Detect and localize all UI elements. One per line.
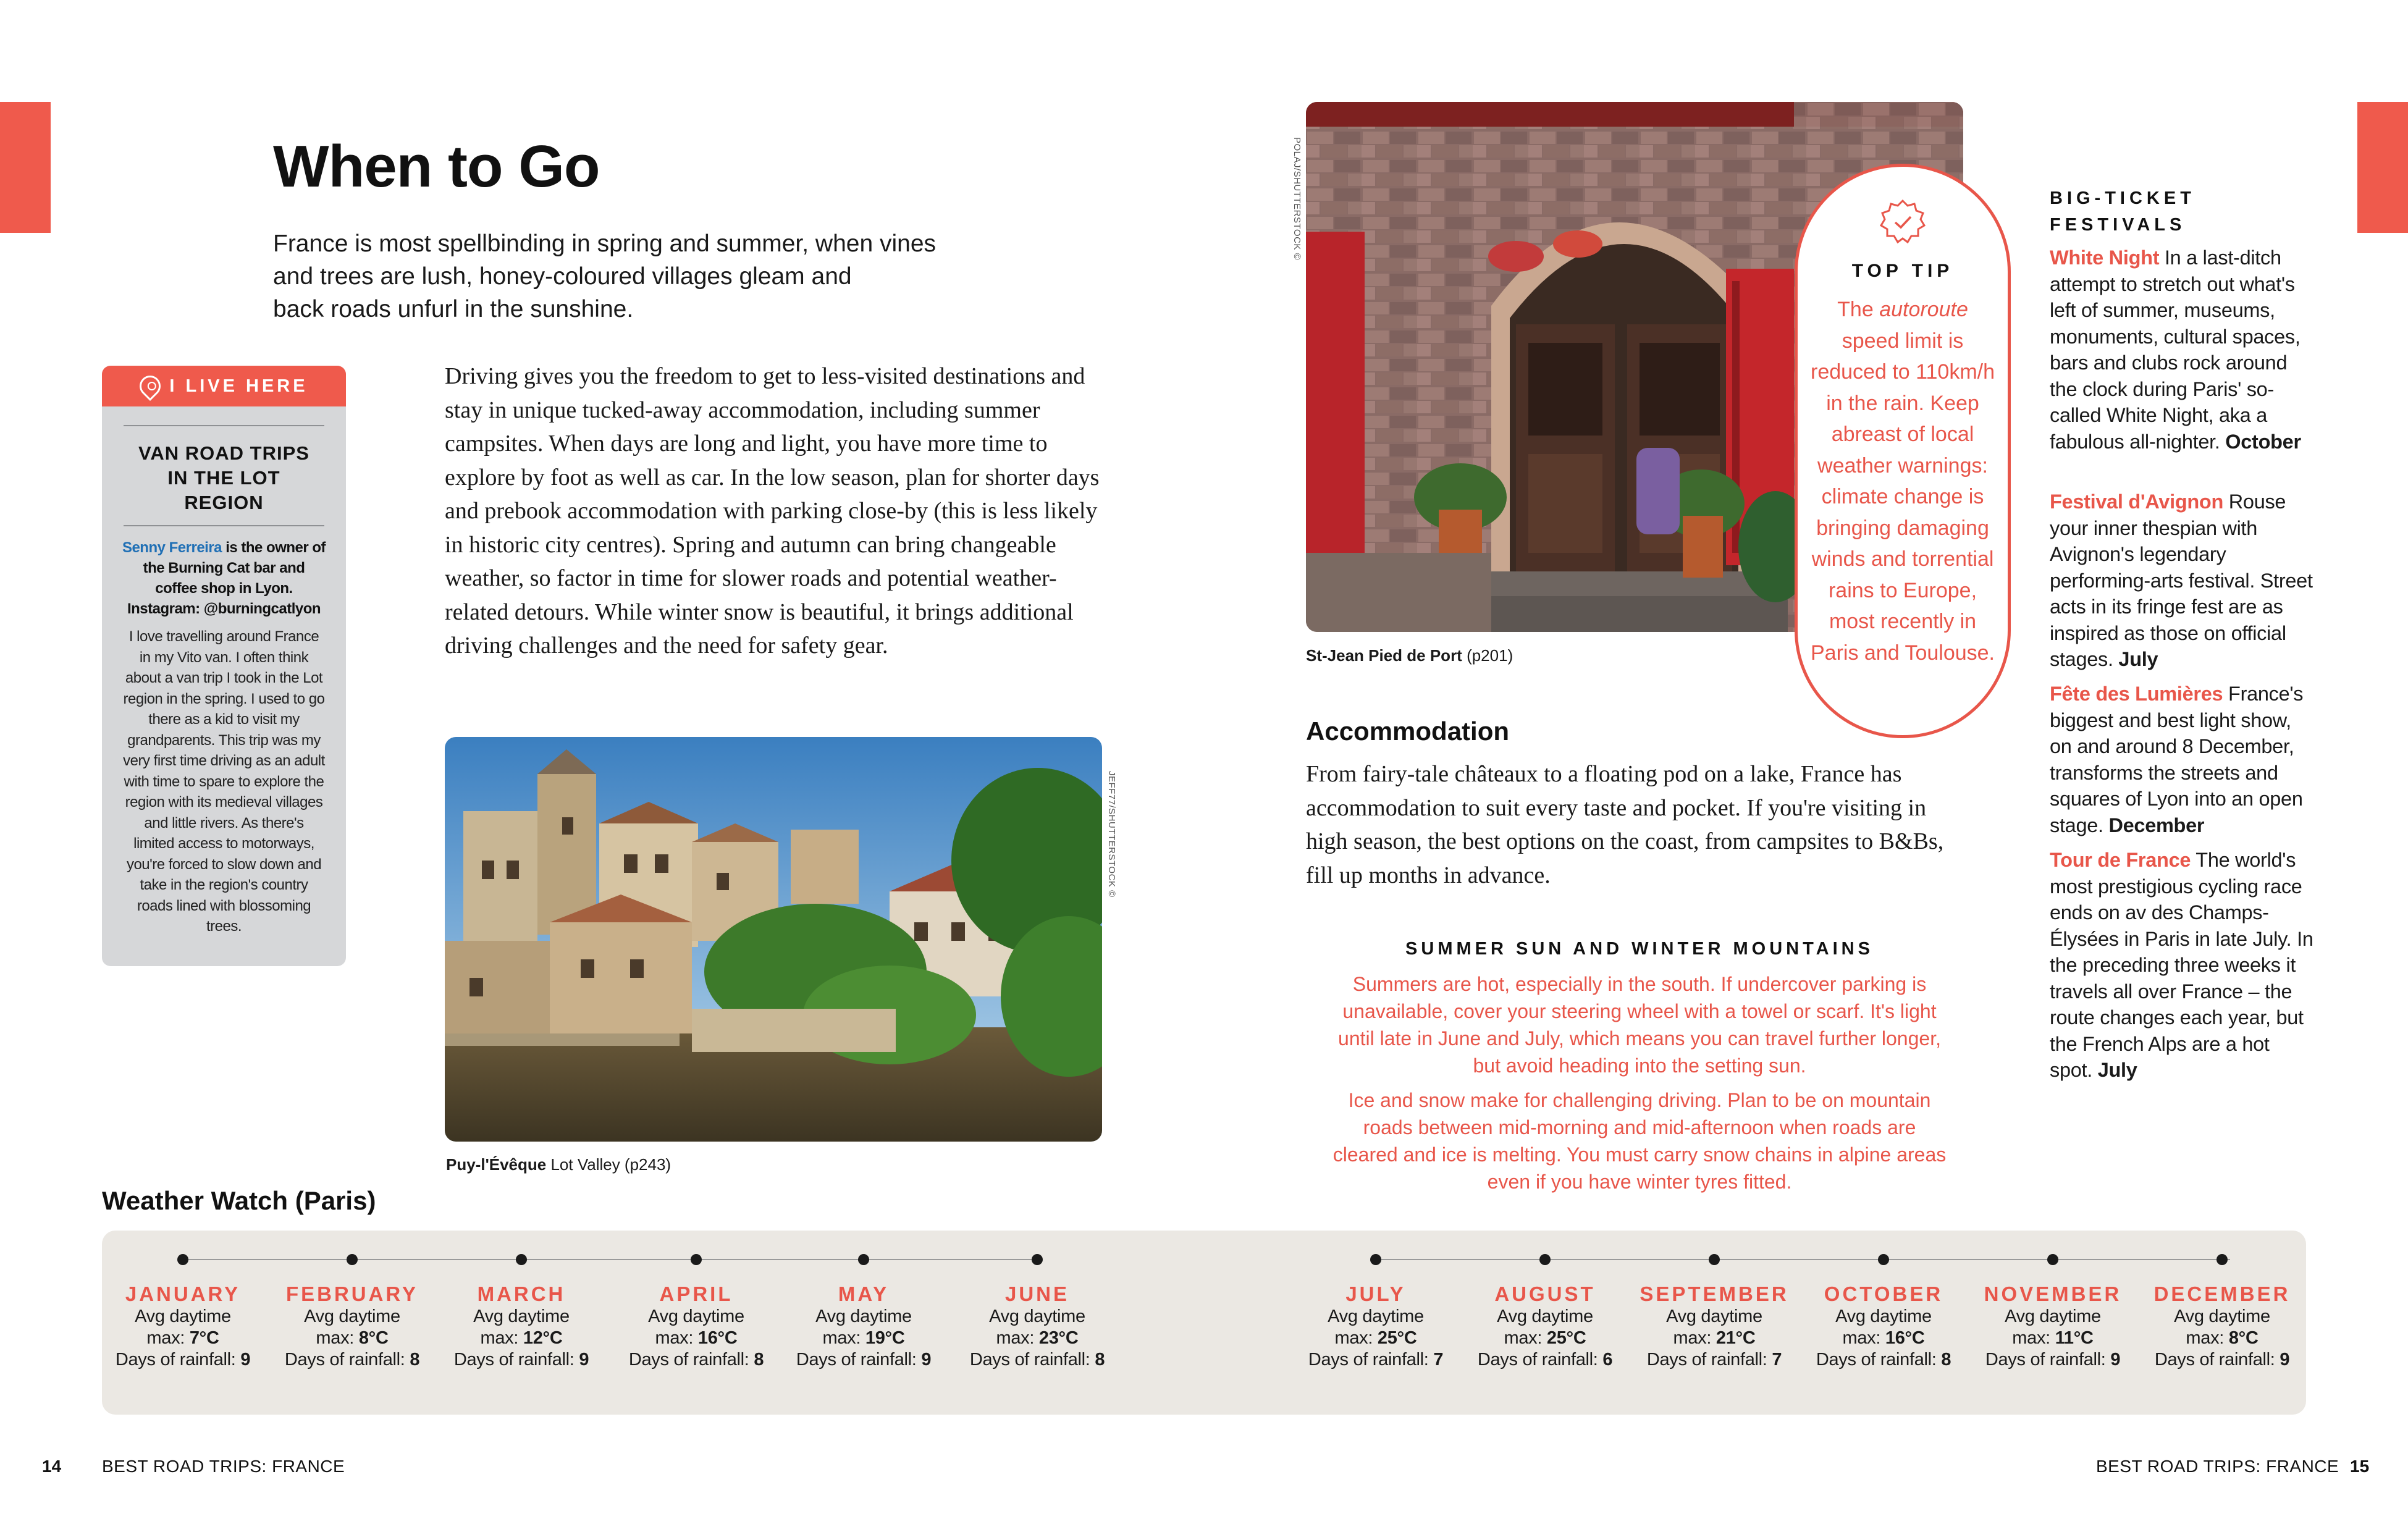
caption-place: St-Jean Pied de Port: [1306, 646, 1462, 665]
rain-label: Days of rainfall:: [628, 1350, 754, 1370]
weather-watch-title: Weather Watch (Paris): [102, 1186, 376, 1215]
max-value: 25°C: [1377, 1328, 1417, 1348]
weather-month: [2142, 1254, 2302, 1371]
i-live-here-label: I LIVE HERE: [169, 376, 308, 396]
weather-month: [1803, 1254, 1964, 1371]
tip-text-italic: autoroute: [1879, 298, 1968, 321]
festival-name: Festival d'Avignon: [2050, 490, 2224, 513]
timeline-dot: [2047, 1254, 2058, 1265]
max-value: 19°C: [865, 1328, 905, 1348]
festival-item: [2050, 489, 2315, 673]
rainfall: [1803, 1349, 1964, 1371]
festival-name: Tour de France: [2050, 849, 2191, 871]
rain-label: Days of rainfall:: [1646, 1350, 1772, 1370]
max-label: max:: [1504, 1328, 1547, 1348]
avg-daytime-label: Avg daytime: [304, 1307, 400, 1326]
avg-daytime-label: Avg daytime: [989, 1307, 1085, 1326]
accommodation-paragraph: From fairy-tale châteaux to a floating pod on a lake, France has accommodation to suit every taste and pocket. If you're visiting in high season, the best options on the coast, from campsites to B&Bs, fill up months in advance.: [1306, 761, 1944, 888]
month-name: NOVEMBER: [1984, 1282, 2122, 1305]
i-live-here-box: [102, 366, 346, 966]
max-temp: [957, 1328, 1118, 1349]
festivals-heading-line: FESTIVALS: [2050, 215, 2186, 235]
max-label: max:: [146, 1328, 190, 1348]
location-pin-icon: [135, 371, 165, 401]
timeline-dot: [347, 1254, 358, 1265]
weather-month: [1634, 1254, 1795, 1371]
author-description: is the owner of the Burning Cat bar and coffee shop in Lyon. Instagram: @burningcatlyon: [127, 539, 326, 617]
month-name: JANUARY: [125, 1282, 241, 1305]
avg-daytime-label: Avg daytime: [1666, 1307, 1762, 1326]
weather-month: [103, 1254, 263, 1371]
rainfall: [616, 1349, 777, 1371]
i-live-here-header: [102, 366, 346, 406]
weather-month: [1465, 1254, 1625, 1371]
running-head-right: BEST ROAD TRIPS: FRANCE: [2096, 1457, 2339, 1476]
summer-paragraph: Summers are hot, especially in the south. If undercover parking is unavailable, cover your steering wheel with a towel or scarf. It's light until late in June and July, which means you can travel further longer, but avoid heading into the setting sun.: [1338, 973, 1941, 1077]
village-photo: [445, 737, 1102, 1142]
caption-detail: (p201): [1462, 646, 1513, 665]
festival-text: Rouse your inner thespian with Avignon's legendary performing-arts festival. Street acts in its fringe fest are as inspired as those on official stages.: [2050, 490, 2313, 670]
rain-label: Days of rainfall:: [453, 1350, 579, 1370]
rainfall: [1634, 1349, 1795, 1371]
max-label: max:: [1334, 1328, 1378, 1348]
page-title: When to Go: [273, 133, 600, 200]
month-name: APRIL: [659, 1282, 733, 1305]
rain-label: Days of rainfall:: [796, 1350, 922, 1370]
max-temp: [441, 1328, 602, 1349]
rainfall: [783, 1349, 944, 1371]
timeline-dot: [516, 1254, 527, 1265]
summer-winter-heading: SUMMER SUN AND WINTER MOUNTAINS: [1405, 939, 1874, 959]
author-name: Senny Ferreira: [122, 539, 222, 556]
weather-month: [1295, 1254, 1456, 1371]
max-value: 25°C: [1546, 1328, 1586, 1348]
top-tip-box: [1795, 164, 2011, 738]
page-number-left: 14: [42, 1457, 62, 1476]
max-label: max:: [1673, 1328, 1716, 1348]
caption-detail: Lot Valley (p243): [546, 1155, 671, 1174]
rain-value: 7: [1772, 1350, 1782, 1370]
rain-value: 8: [1095, 1350, 1105, 1370]
body-paragraph: Driving gives you the freedom to get to less-visited destinations and stay in unique tucked-away accommodation, including summer campsites. When days are long and light, you have more time to explore by foot as well as car. In the low season, plan for shorter days and prebook accommodation with parking close-by (this is less likely in historic city centres). Spring and autumn can bring changeable weather, so factor in time for slower roads and potential weather-related detours. While winter snow is beautiful, it brings additional driving challenges and the need for safety gear.: [445, 363, 1100, 659]
festival-month: July: [2118, 648, 2158, 670]
festival-text: France's biggest and best light show, on and around 8 December, transforms the streets and squares of Lyon into an open stage.: [2050, 683, 2304, 836]
rainfall: [2142, 1349, 2302, 1371]
rainfall: [1295, 1349, 1456, 1371]
month-name: MAY: [838, 1282, 890, 1305]
rain-value: 9: [579, 1350, 589, 1370]
max-temp: [616, 1328, 777, 1349]
max-value: 16°C: [1885, 1328, 1925, 1348]
village-illustration: [445, 737, 1102, 1142]
tip-text-end: speed limit is reduced to 110km/h in the rain. Keep abreast of local weather warnings: climate change is bringing damaging winds and torrential rains to Europe, most recently in Paris and Toulouse.: [1810, 329, 1995, 665]
rainfall: [1465, 1349, 1625, 1371]
winter-paragraph: Ice and snow make for challenging driving. Plan to be on mountain roads between mid-morning and mid-afternoon when roads are cleared and ice is melting. You must carry snow chains in alpine areas even if you have winter tyres fitted.: [1332, 1089, 1947, 1193]
caption-place: Puy-l'Évêque: [446, 1155, 547, 1174]
i-live-here-heading: VAN ROAD TRIPS IN THE LOT REGION: [138, 442, 309, 513]
rainfall: [957, 1349, 1118, 1371]
rain-value: 9: [240, 1350, 251, 1370]
max-label: max:: [480, 1328, 523, 1348]
village-photo-credit: JEFF77/SHUTTERSTOCK ©: [1106, 771, 1117, 898]
month-name: DECEMBER: [2153, 1282, 2291, 1305]
weather-month: [272, 1254, 432, 1371]
rain-label: Days of rainfall:: [1477, 1350, 1603, 1370]
divider: [124, 425, 324, 426]
rain-value: 6: [1602, 1350, 1613, 1370]
rain-label: Days of rainfall:: [1985, 1350, 2111, 1370]
timeline-dot: [1539, 1254, 1551, 1265]
timeline-dot: [2216, 1254, 2228, 1265]
month-name: SEPTEMBER: [1640, 1282, 1789, 1305]
month-name: FEBRUARY: [285, 1282, 419, 1305]
rain-value: 9: [2110, 1350, 2121, 1370]
avg-daytime-label: Avg daytime: [1328, 1307, 1424, 1326]
accommodation-heading: Accommodation: [1306, 717, 1510, 746]
top-tip-text: [1809, 294, 1997, 668]
weather-month: [957, 1254, 1118, 1371]
max-value: 7°C: [189, 1328, 219, 1348]
weather-month: [1972, 1254, 2133, 1371]
festival-text: The world's most prestigious cycling race ends on av des Champs-Élysées in Paris in late July. In the preceding three weeks it travels all over France – the route changes each year, but the French Alps are a hot spot.: [2050, 849, 2313, 1081]
rainfall: [441, 1349, 602, 1371]
max-value: 23°C: [1038, 1328, 1079, 1348]
rainfall: [1972, 1349, 2133, 1371]
festival-item: [2050, 681, 2315, 838]
avg-daytime-label: Avg daytime: [1835, 1307, 1932, 1326]
timeline-dot: [858, 1254, 869, 1265]
intro-paragraph: [273, 227, 990, 326]
rain-value: 7: [1433, 1350, 1444, 1370]
village-photo-caption: [446, 1155, 671, 1174]
weather-month: [783, 1254, 944, 1371]
max-label: max:: [1842, 1328, 1885, 1348]
avg-daytime-label: Avg daytime: [2174, 1307, 2270, 1326]
festival-month: October: [2225, 430, 2301, 453]
festival-name: White Night: [2050, 246, 2160, 269]
max-temp: [1465, 1328, 1625, 1349]
max-label: max:: [2186, 1328, 2229, 1348]
avg-daytime-label: Avg daytime: [135, 1307, 231, 1326]
festival-item: [2050, 245, 2315, 455]
rain-label: Days of rainfall:: [115, 1350, 241, 1370]
avg-daytime-label: Avg daytime: [815, 1307, 912, 1326]
rain-value: 9: [2280, 1350, 2290, 1370]
weather-month: [441, 1254, 602, 1371]
month-name: MARCH: [477, 1282, 566, 1305]
author-credit: [120, 537, 327, 619]
timeline-dot: [1709, 1254, 1720, 1265]
rain-value: 8: [1941, 1350, 1951, 1370]
festival-item: [2050, 847, 2315, 1084]
rain-value: 9: [921, 1350, 932, 1370]
avg-daytime-label: Avg daytime: [2005, 1307, 2101, 1326]
month-name: JUNE: [1004, 1282, 1070, 1305]
avg-daytime-label: Avg daytime: [1497, 1307, 1593, 1326]
weather-month: [616, 1254, 777, 1371]
door-photo-caption: [1306, 646, 1513, 665]
festivals-heading: [2050, 185, 2235, 238]
max-label: max:: [822, 1328, 865, 1348]
rain-value: 8: [754, 1350, 764, 1370]
max-temp: [2142, 1328, 2302, 1349]
rain-label: Days of rainfall:: [1308, 1350, 1434, 1370]
tip-text-start: The: [1837, 298, 1880, 321]
max-label: max:: [2012, 1328, 2055, 1348]
max-temp: [272, 1328, 432, 1349]
max-temp: [1295, 1328, 1456, 1349]
max-temp: [1972, 1328, 2133, 1349]
max-label: max:: [316, 1328, 359, 1348]
divider: [124, 525, 324, 526]
intro-line: France is most spellbinding in spring and summer, when vines: [273, 230, 937, 257]
rain-label: Days of rainfall:: [284, 1350, 410, 1370]
max-value: 21°C: [1715, 1328, 1756, 1348]
max-label: max:: [655, 1328, 698, 1348]
max-temp: [783, 1328, 944, 1349]
rain-label: Days of rainfall:: [1816, 1350, 1942, 1370]
festival-name: Fête des Lumières: [2050, 683, 2223, 705]
festival-month: December: [2108, 814, 2205, 836]
right-edge-tab: [2357, 102, 2408, 233]
running-head-left: BEST ROAD TRIPS: FRANCE: [102, 1457, 345, 1476]
rain-label: Days of rainfall:: [969, 1350, 1095, 1370]
max-temp: [1803, 1328, 1964, 1349]
intro-line: back roads unfurl in the sunshine.: [273, 296, 634, 322]
rainfall: [272, 1349, 432, 1371]
month-name: AUGUST: [1494, 1282, 1596, 1305]
max-value: 16°C: [697, 1328, 738, 1348]
month-name: OCTOBER: [1824, 1282, 1943, 1305]
intro-line: and trees are lush, honey-coloured villages gleam and: [273, 263, 852, 290]
month-name: JULY: [1345, 1282, 1406, 1305]
timeline-dot: [1878, 1254, 1889, 1265]
festival-month: July: [2097, 1059, 2137, 1081]
festival-text: In a last-ditch attempt to stretch out what's left of summer, museums, monuments, cultural spaces, bars and clubs rock around the clock during Paris' so-called White Night, aka a fabulous all-nighter.: [2050, 246, 2301, 453]
max-temp: [103, 1328, 263, 1349]
max-value: 12°C: [523, 1328, 563, 1348]
author-quote: I love travelling around France in my Vito van. I often think about a van trip I took in the Lot region in the spring. I used to go there as a kid to visit my grandparents. This trip was my very first time driving as an adult with time to spare to explore the region with its medieval villages and little rivers. As there's limited access to motorways, you're forced to slow down and take in the region's country roads lined with blossoming trees.: [123, 628, 325, 935]
timeline-dot: [691, 1254, 702, 1265]
left-edge-tab: [0, 102, 51, 233]
rain-value: 8: [410, 1350, 420, 1370]
max-label: max:: [996, 1328, 1039, 1348]
timeline-dot: [177, 1254, 188, 1265]
festivals-heading-line: BIG-TICKET: [2050, 188, 2195, 208]
max-temp: [1634, 1328, 1795, 1349]
top-tip-label: TOP TIP: [1851, 261, 1954, 281]
timeline-dot: [1370, 1254, 1381, 1265]
max-value: 8°C: [358, 1328, 389, 1348]
timeline-dot: [1032, 1254, 1043, 1265]
door-photo-credit: POLAJ/SHUTTERSTOCK ©: [1292, 137, 1302, 261]
max-value: 8°C: [2228, 1328, 2259, 1348]
rain-label: Days of rainfall:: [2154, 1350, 2280, 1370]
page-number-right: 15: [2350, 1457, 2370, 1476]
badge-check-icon: [1880, 199, 1926, 245]
avg-daytime-label: Avg daytime: [648, 1307, 744, 1326]
max-value: 11°C: [2055, 1328, 2094, 1348]
avg-daytime-label: Avg daytime: [473, 1307, 570, 1326]
rainfall: [103, 1349, 263, 1371]
